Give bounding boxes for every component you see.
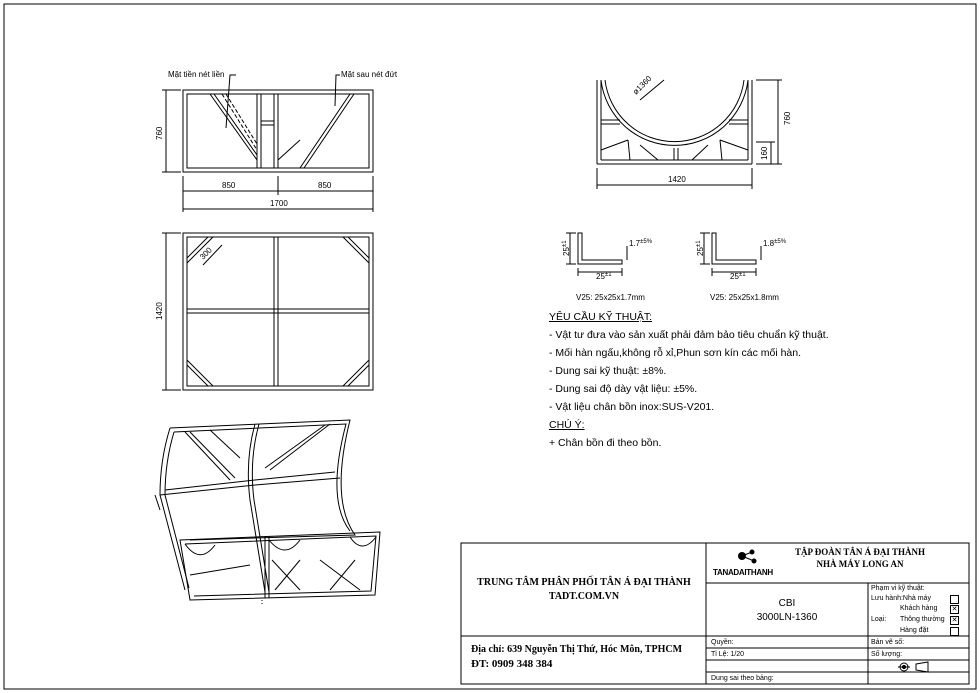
type-label: Loại: <box>871 616 887 623</box>
requirement-item: - Vật tư đưa vào sản xuất phải đảm bảo tiêu chuẩn kỹ thuật. <box>549 329 829 341</box>
scope-title: Phạm vi kỹ thuật: <box>871 585 925 592</box>
note-title: CHÚ Ý: <box>549 419 585 431</box>
phone: ĐT: 0909 348 384 <box>471 658 553 670</box>
top-view <box>162 233 373 390</box>
isometric-view <box>155 420 380 605</box>
product-code-line2: 3000LN-1360 <box>756 612 818 623</box>
profile-2-leg: $25^{\pm 1}$ <box>696 240 705 256</box>
profile-1-base: $25^{\pm 1}$ <box>596 272 612 281</box>
profile-1-thickness: $1.7^{\pm 5\%}$ <box>629 239 653 248</box>
logo-text: TANADAITHANH <box>713 568 773 577</box>
dim-side-base: 160 <box>760 146 769 160</box>
profile-1-caption: V25: 25x25x1.7mm <box>576 293 645 302</box>
type-normal: Thông thường <box>900 616 945 623</box>
projection-symbol-icon <box>898 662 928 672</box>
label-back-dashed: Mặt sau nét đứt <box>341 70 398 79</box>
tolerance-label: Dung sai theo bảng: <box>711 675 774 682</box>
side-view <box>597 80 782 189</box>
profile-2-thickness: $1.8^{\pm 5\%}$ <box>763 239 787 248</box>
quantity-label: Số lượng: <box>871 651 903 658</box>
requirements-title: YÊU CẦU KỸ THUẬT: <box>549 311 653 323</box>
approval-label: Quyền: <box>711 639 734 646</box>
requirement-item: - Dung sai độ dày vật liệu: ±5%. <box>549 383 698 395</box>
technical-requirements <box>549 308 849 452</box>
scope-customer: Khách hàng <box>900 605 938 612</box>
profile-2-caption: V25: 25x25x1.8mm <box>710 293 779 302</box>
group-name: TẬP ĐOÀN TÂN Á ĐẠI THÀNH <box>795 547 925 557</box>
company-logo-icon <box>738 550 757 564</box>
center-name: TRUNG TÂM PHÂN PHỐI TÂN Á ĐẠI THÀNH <box>477 577 691 588</box>
scope-internal: Lưu hành:Nhà máy <box>871 595 931 602</box>
type-normal-checkbox[interactable]: ✕ <box>951 617 958 624</box>
dim-front-total: 1700 <box>270 199 288 208</box>
dim-side-diameter: ø1360 <box>631 74 654 97</box>
front-view <box>162 75 373 212</box>
factory-name: NHÀ MÁY LONG AN <box>816 559 904 569</box>
dim-side-width: 1420 <box>668 175 686 184</box>
requirement-item: - Dung sai kỹ thuật: ±8%. <box>549 365 667 377</box>
dim-front-height: 760 <box>155 126 164 140</box>
angle-profile-2 <box>700 233 761 276</box>
scope-internal-checkbox[interactable] <box>950 595 959 604</box>
address: Địa chỉ: 639 Nguyễn Thị Thứ, Hóc Môn, TPHCM <box>471 644 683 655</box>
dim-top-depth: 1420 <box>155 302 164 320</box>
requirement-item: - Vật liệu chân bồn inox:SUS-V201. <box>549 401 715 413</box>
dim-front-half-right: 850 <box>318 181 332 190</box>
product-code-line1: CBI <box>778 598 796 609</box>
dim-top-corner: 300 <box>198 245 214 262</box>
requirement-item: - Mối hàn ngấu,không rỗ xỉ,Phun sơn kín các mối hàn. <box>549 347 802 359</box>
scope-customer-checkbox[interactable]: ✕ <box>951 606 958 613</box>
drawing-number-label: Bản vẽ số: <box>871 639 905 646</box>
type-special: Hàng đặt <box>900 627 929 634</box>
note-item: + Chân bồn đi theo bồn. <box>549 437 662 449</box>
label-front-solid: Mặt tiền nét liền <box>168 70 225 79</box>
type-special-checkbox[interactable] <box>950 627 959 636</box>
profile-2-base: $25^{\pm 1}$ <box>730 272 746 281</box>
dim-front-half-left: 850 <box>222 181 236 190</box>
dim-side-height: 760 <box>783 111 792 125</box>
angle-profile-1 <box>566 233 627 276</box>
profile-1-leg: $25^{\pm 1}$ <box>562 240 571 256</box>
scale-label: Tỉ Lệ: 1/20 <box>711 651 745 658</box>
website: TADT.COM.VN <box>548 591 620 602</box>
